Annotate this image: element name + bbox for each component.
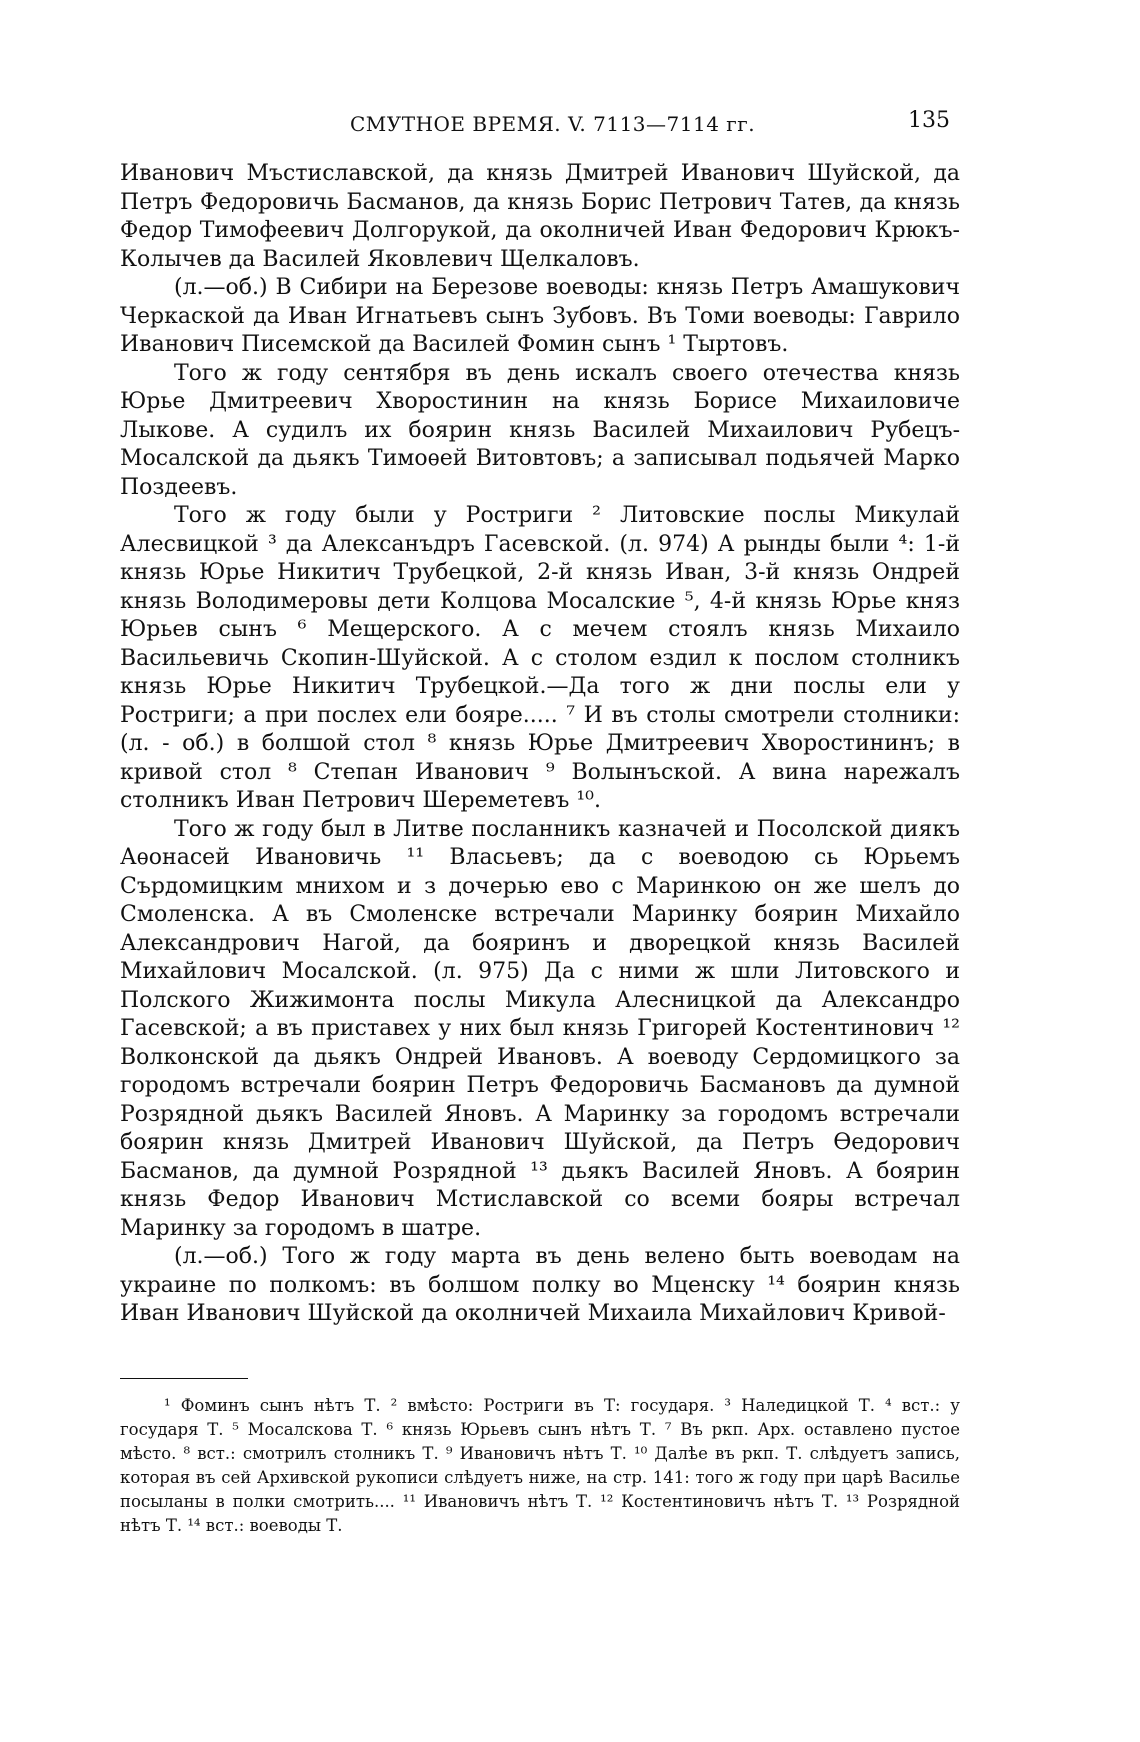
paragraph: Того ж году были у Ростриги ² Литовские послы Микулай Алесвицкой ³ да Алексанъдръ Гасевской. (л. 974) А рынды были ⁴: 1-й князь Юрье Никитич Трубецкой, 2-й князь Иван, 3-й князь Ондрей князь Володимеровы дети Колцова Мосалские ⁵, 4-й князь Юрье княз Юрьев сынъ ⁶ Мещерского. А с мечем стоялъ князь Михаило Васильевичь Скопин-Шуйской. А с столом ездил к послом столникъ князь Юрье Никитич Трубецкой.—Да того ж дни послы ели у Ростриги; а при послех ели бояре..... ⁷ И въ столы смотрели столники: (л. - об.) в болшой стол ⁸ князь Юрье Дмитреевич Хворостининъ; в кривой стол ⁸ Степан Иванович ⁹ Волынъской. А вина нарежалъ столникъ Иван Петрович Шереметевъ ¹⁰. <box>120 503 960 813</box>
paragraph: Того ж году был в Литве посланникъ казначей и Посолской диякъ Аѳонасей Ивановичь ¹¹ Власьевъ; да с воеводою сь Юрьемъ Сърдомицким мнихом и з дочерью ево с Маринкою он же шелъ до Смоленска. А въ Смоленске встречали Маринку боярин Михайло Александрович Нагой, да бояринъ и дворецкой князь Василей Михайлович Мосалской. (л. 975) Да с ними ж шли Литовского и Полского Жижимонта послы Микула Алесницкой да Александро Гасевской; а въ приставех у них был князь Григорей Костентинович ¹² Волконской да дьякъ Ондрей Ивановъ. А воеводу Сердомицкого за городомъ встречали боярин Петръ Федоровичь Басмановъ да думной Розрядной дьякъ Василей Яновъ. А Маринку за городомъ встречали боярин князь Дмитрей Иванович Шуйской, да Петръ Ѳедорович Басманов, да думной Розрядной ¹³ дьякъ Василей Яновъ. А боярин князь Федор Иванович Мстиславской со всеми бояры встречал Маринку за городомъ в шатре. <box>120 816 960 1241</box>
paragraph: (л.—об.) Того ж году марта въ день велено быть воеводам на украине по полкомъ: въ болшом полку во Мценску ¹⁴ боярин князь Иван Иванович Шуйской да околничей Михаила Михайлович Кривой- <box>120 1244 960 1326</box>
footnote-rule <box>120 1378 248 1379</box>
page-header <box>120 100 960 144</box>
footnotes <box>120 1394 960 1538</box>
paragraph: Иванович Мъстиславской, да князь Дмитрей Иванович Шуйской, да Петръ Федоровичь Басманов, да князь Борис Петрович Татев, да князь Федор Тимофеевич Долгорукой, да околничей Иван Федорович Крюкъ-Колычев да Василей Яковлевич Щелкаловъ. <box>120 161 960 272</box>
body-text <box>120 160 960 1329</box>
page-number: 135 <box>908 108 950 133</box>
running-head: СМУТНОЕ ВРЕМЯ. V. 7113—7114 гг. <box>350 112 756 136</box>
paragraph: (л.—об.) В Сибири на Березове воеводы: князь Петръ Амашукович Черкаской да Иван Игнатьевъ сынъ Зубовъ. Въ Томи воеводы: Гаврило Иванович Писемской да Василей Фомин сынъ ¹ Тыртовъ. <box>120 275 960 357</box>
paragraph: Того ж году сентября въ день искалъ своего отечества князь Юрье Дмитреевич Хворостинин на князь Борисе Михаиловиче Лыкове. А судилъ их боярин князь Василей Михаилович Рубецъ-Мосалской да дьякъ Тимоѳей Витовтовъ; а записывал подьячей Марко Поздеевъ. <box>120 360 960 500</box>
footnote-text: ¹ Фоминъ сынъ нѣтъ Т. ² вмѣсто: Ростриги въ Т: государя. ³ Наледицкой Т. ⁴ вст.: у государя Т. ⁵ Мосалскова Т. ⁶ князь Юрьевъ сынъ нѣтъ Т. ⁷ Въ ркп. Арх. оставлено пустое мѣсто. ⁸ вст.: смотрилъ столникъ Т. ⁹ Ивановичъ нѣтъ Т. ¹⁰ Далѣе въ ркп. Т. слѣдуетъ запись, которая въ сей Архивской рукописи слѣдуетъ ниже, на стр. 141: того ж году при царѣ Василье посыланы в полки смотрить.... ¹¹ Ивановичъ нѣтъ Т. ¹² Костентиновичъ нѣтъ Т. ¹³ Розрядной нѣтъ Т. ¹⁴ вст.: воеводы Т. <box>120 1396 960 1535</box>
